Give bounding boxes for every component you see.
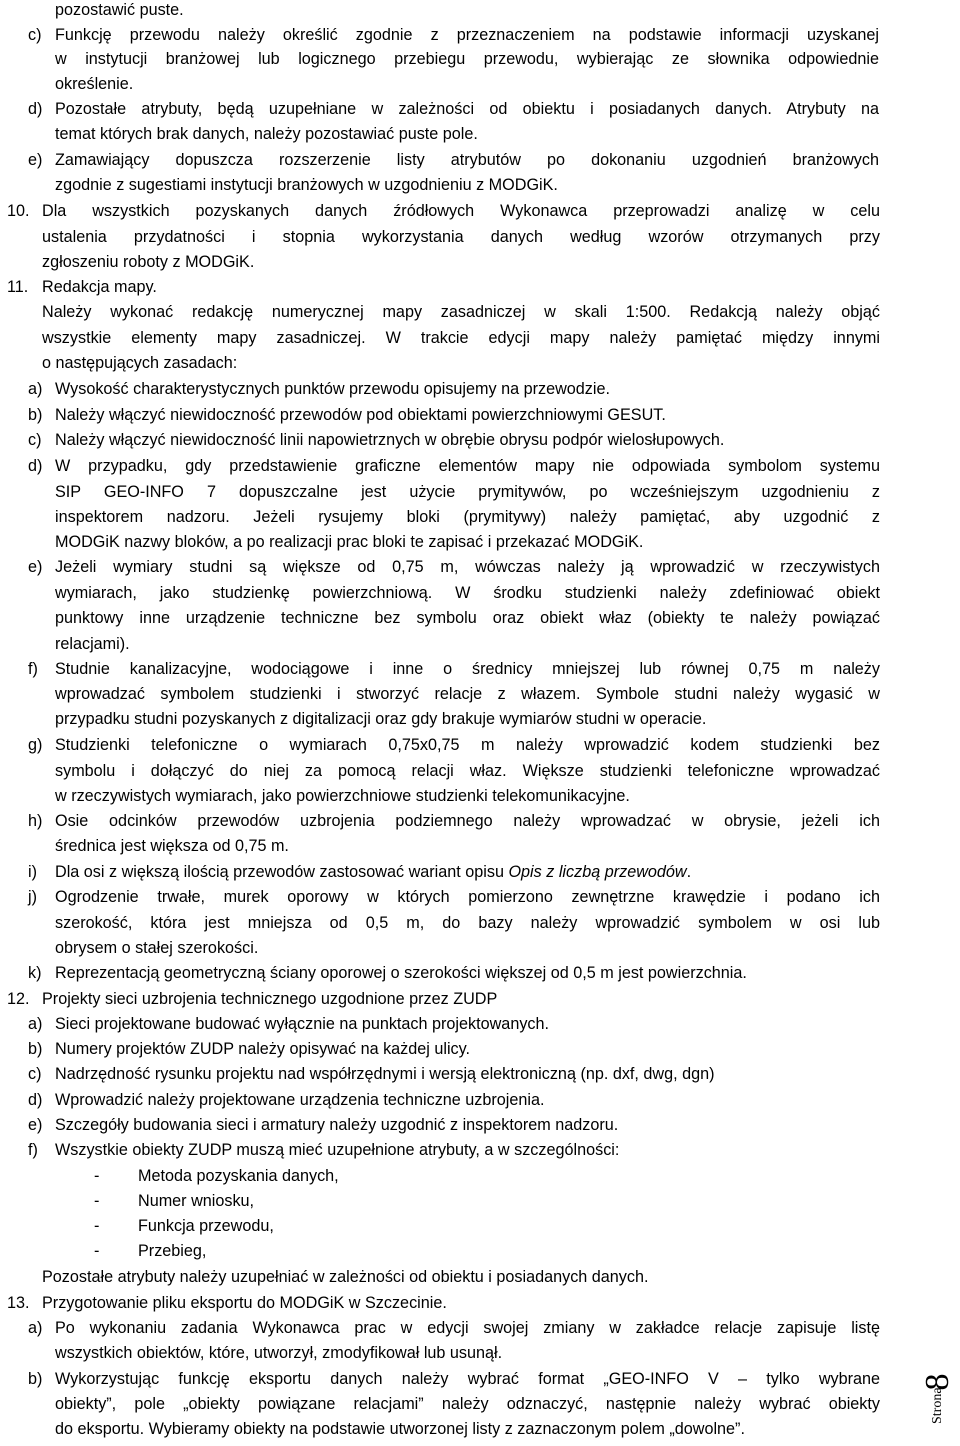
list-marker: d) xyxy=(28,1091,43,1109)
text-line: Pozostałe atrybuty należy uzupełniać w zależności od obiektu i posiadanych danych. xyxy=(42,1268,649,1286)
list-marker: d) xyxy=(28,457,43,475)
text-line: Ogrodzenie trwałe, murek oporowy w których pomierzono zewnętrzne krawędzie i podano ich xyxy=(55,888,880,906)
text-line: Po wykonaniu zadania Wykonawca prac w edycji swojej zmiany w zakładce relacje zapisuje listę xyxy=(55,1319,880,1337)
text-line: inspektorem nadzoru. Jeżeli rysujemy bloki (prymitywy) należy pamiętać, aby uzgodnić z xyxy=(55,508,880,526)
text-line: Reprezentacją geometryczną ściany oporowej o szerokości większej od 0,5 m jest powierzchnia. xyxy=(55,964,747,982)
text-line: Sieci projektowane budować wyłącznie na punktach projektowanych. xyxy=(55,1015,550,1033)
text-line: w rzeczywistych wymiarach, jako powierzchniowe studzienki telekomunikacyjne. xyxy=(55,787,630,805)
text-line: Studzienki telefoniczne o wymiarach 0,75x0,75 m należy wprowadzić kodem studzienki bez xyxy=(55,736,880,754)
text-line: Należy wykonać redakcję numerycznej mapy zasadniczej w skali 1:500. Redakcją należy objąć xyxy=(42,303,880,321)
list-marker: 10. xyxy=(7,202,30,220)
list-marker: j) xyxy=(28,888,37,906)
list-marker: e) xyxy=(28,1116,43,1134)
page-number-label: Strona xyxy=(930,1387,945,1424)
text-line: średnica jest większa od 0,75 m. xyxy=(55,837,289,855)
text-line: Wprowadzić należy projektowane urządzenia techniczne uzbrojenia. xyxy=(55,1091,545,1109)
text-line: Wysokość charakterystycznych punktów przewodu opisujemy na przewodzie. xyxy=(55,380,610,398)
text-line: Funkcję przewodu należy określić zgodnie z przeznaczeniem na podstawie informacji uzyskanej xyxy=(55,26,879,44)
list-marker: f) xyxy=(28,1141,38,1159)
list-marker: 13. xyxy=(7,1294,30,1312)
text-line: obiekty”, pole „obiekty powiązane relacjami” należy odznaczyć, następnie należy wybrać obiekty xyxy=(55,1395,880,1413)
text-line: o następujących zasadach: xyxy=(42,354,238,372)
list-marker: b) xyxy=(28,1040,43,1058)
text-line: Wykorzystując funkcję eksportu danych należy wybrać format „GEO-INFO V – tylko wybrane xyxy=(55,1370,880,1388)
page-number xyxy=(918,1362,958,1446)
text-line: zgłoszeniu roboty z MODGiK. xyxy=(42,253,255,271)
list-marker: i) xyxy=(28,863,37,881)
list-marker: f) xyxy=(28,660,38,678)
list-marker: g) xyxy=(28,736,43,754)
list-marker: e) xyxy=(28,558,43,576)
text-segment: Dla osi z większą ilością przewodów zastosować wariant opisu xyxy=(55,863,509,881)
list-marker: h) xyxy=(28,812,43,830)
list-marker: a) xyxy=(28,1015,43,1033)
text-line: do eksportu. Wybieramy obiekty na podstawie utworzonej listy z zaznaczonym polem „dowolne”. xyxy=(55,1420,745,1438)
text-line: zgodnie z sugestiami instytucji branżowych w uzgodnieniu z MODGiK. xyxy=(55,176,558,194)
list-marker: e) xyxy=(28,151,43,169)
text-line: MODGiK nazwy bloków, a po realizacji prac bloki te zapisać i przekazać MODGiK. xyxy=(55,533,644,551)
text-line: określenie. xyxy=(55,75,134,93)
text-line: Jeżeli wymiary studni są większe od 0,75 m, wówczas należy ją wprowadzić w rzeczywistych xyxy=(55,558,880,576)
text-line: Szczegóły budowania sieci i armatury należy uzgodnić z inspektorem nadzoru. xyxy=(55,1116,619,1134)
list-marker: 12. xyxy=(7,990,30,1008)
text-line: Projekty sieci uzbrojenia technicznego uzgodnione przez ZUDP xyxy=(42,990,498,1008)
text-line: Numery projektów ZUDP należy opisywać na każdej ulicy. xyxy=(55,1040,471,1058)
list-marker: - xyxy=(94,1192,100,1210)
text-line: symbolu i dołączyć do niej za pomocą relacji właz. Większe studzienki telefoniczne wprowadzać xyxy=(55,762,880,780)
text-line: Osie odcinków przewodów uzbrojenia podziemnego należy wprowadzać w obrysie, jeżeli ich xyxy=(55,812,880,830)
text-line: wszystkie elementy mapy zasadniczej. W trakcie edycji mapy należy pamiętać między innymi xyxy=(42,329,880,347)
list-marker: - xyxy=(94,1217,100,1235)
list-marker: c) xyxy=(28,26,42,44)
list-marker: b) xyxy=(28,406,43,424)
italic-term: Opis z liczbą przewodów xyxy=(508,863,687,881)
text-line: Dla wszystkich pozyskanych danych źródłowych Wykonawca przeprowadzi analizę w celu xyxy=(42,202,880,220)
text-line: ustalenia przydatności i stopnia wykorzystania danych według wzorów otrzymanych przy xyxy=(42,228,880,246)
text-line: pozostawić puste. xyxy=(55,1,184,19)
text-line: W przypadku, gdy przedstawienie graficzne elementów mapy nie odpowiada symbolom systemu xyxy=(55,457,880,475)
list-marker: k) xyxy=(28,964,42,982)
text-line: Należy włączyć niewidoczność przewodów pod obiektami powierzchniowymi GESUT. xyxy=(55,406,666,424)
text-line: Należy włączyć niewidoczność linii napowietrznych w obrębie obrysu podpór wielosłupowych. xyxy=(55,431,725,449)
text-line: Redakcja mapy. xyxy=(42,278,157,296)
text-segment: . xyxy=(686,863,692,881)
text-line: relacjami). xyxy=(55,635,130,653)
list-marker: - xyxy=(94,1167,100,1185)
list-marker: c) xyxy=(28,431,42,449)
text-line: wymiarach, jako studzienkę powierzchniową. W środku studzienki należy zdefiniować obiekt xyxy=(55,584,880,602)
text-line: wprowadzać symbolem studzienki i stworzyć relacje z włazem. Symbole studni należy wygasić w xyxy=(55,685,880,703)
text-line: SIP GEO-INFO 7 dopuszczalne jest użycie prymitywów, po wcześniejszym uzgodnieniu z xyxy=(55,483,880,501)
text-line: Przebieg, xyxy=(138,1242,207,1260)
list-marker: a) xyxy=(28,1319,43,1337)
text-line: Nadrzędność rysunku projektu nad współrzędnymi i wersją elektroniczną (np. dxf, dwg, dgn) xyxy=(55,1065,715,1083)
text-line: punktowy inne urządzenie techniczne bez symbolu oraz obiekt właz (obiekty te należy powiązać xyxy=(55,609,880,627)
list-marker: a) xyxy=(28,380,43,398)
text-line: Przygotowanie pliku eksportu do MODGiK w Szczecinie. xyxy=(42,1294,447,1312)
list-marker: d) xyxy=(28,100,43,118)
text-line xyxy=(55,860,691,885)
text-line: Studnie kanalizacyjne, wodociągowe i inne o średnicy mniejszej lub równej 0,75 m należy xyxy=(55,660,880,678)
list-marker: 11. xyxy=(7,278,29,296)
page-number-value: 8 xyxy=(919,1373,956,1391)
text-line: Pozostałe atrybuty, będą uzupełniane w zależności od obiektu i posiadanych danych. Atrybuty na xyxy=(55,100,879,118)
text-line: Metoda pozyskania danych, xyxy=(138,1167,339,1185)
list-marker: - xyxy=(94,1242,100,1260)
text-line: Funkcja przewodu, xyxy=(138,1217,274,1235)
text-line: przypadku studni pozyskanych z digitalizacji oraz gdy brakuje wymiarów studni w operacie. xyxy=(55,710,707,728)
text-line: Zamawiający dopuszcza rozszerzenie listy atrybutów po dokonaniu uzgodnień branżowych xyxy=(55,151,879,169)
list-marker: b) xyxy=(28,1370,43,1388)
text-line: temat których brak danych, należy pozostawiać puste pole. xyxy=(55,125,478,143)
text-line: Numer wniosku, xyxy=(138,1192,255,1210)
text-line: Wszystkie obiekty ZUDP muszą mieć uzupełnione atrybuty, a w szczególności: xyxy=(55,1141,620,1159)
list-marker: c) xyxy=(28,1065,42,1083)
text-line: obrysem o stałej szerokości. xyxy=(55,939,259,957)
text-line: szerokość, która jest mniejsza od 0,5 m, do bazy należy wprowadzić symbolem w osi lub xyxy=(55,914,880,932)
text-line: wszystkich obiektów, które, utworzył, zmodyfikował lub usunął. xyxy=(55,1344,503,1362)
text-line: w instytucji branżowej lub logicznego przebiegu przewodu, wybierając ze słownika odpowiednie xyxy=(55,50,879,68)
